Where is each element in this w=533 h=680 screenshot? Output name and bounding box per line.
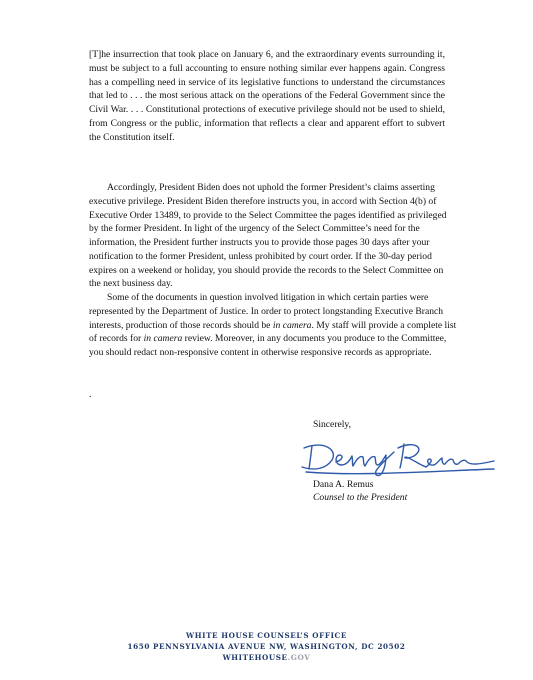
- footer-office-name: WHITE HOUSE COUNSEL’S OFFICE: [186, 631, 347, 640]
- paragraph-in-camera: [89, 291, 457, 360]
- paragraph-privilege-decision: [89, 181, 457, 291]
- quoted-passage: [T]he insurrection that took place on January 6, and the extraordinary events surrounding it, must be subject to a full accounting to ensure nothing similar ever happens again. Congress has a compelling need in service of its legislative functions to understand the circumstances that led to . . . the most serious attack on the operations of the Federal Government since the Civil War. . . . Constitutional protections of executive privilege should not be used to shield, from Congress or the public, information that reflects a clear and apparent effort to subvert the Constitution itself.: [89, 49, 445, 143]
- footer-website-main: WHITEHOUSE: [222, 653, 288, 662]
- letterhead-footer: [0, 630, 533, 663]
- footer-website: [0, 652, 533, 663]
- paragraph-text-part: Some of the documents in question involved litigation in which certain parties were represented by the Department of Justice. In order to protect longstanding Executive Branch interests, production of those records should be: [89, 292, 444, 331]
- paragraph-text-part: . My staff will provide a complete list of records for: [89, 319, 457, 345]
- signer-name: Dana A. Remus: [313, 479, 374, 490]
- footer-website-tld: .GOV: [287, 653, 311, 662]
- paragraph-text: Accordingly, President Biden does not uphold the former President’s claims asserting executive privilege. President Biden therefore instructs you, in accord with Section 4(b) of Executive Order 13489, to provide to the Select Committee the pages identified as privileged by the former President. In light of the urgency of the Select Committee’s need for the information, the President further instructs you to provide those pages 30 days after your notification to the former President, unless prohibited by court order. If the 30-day period expires on a weekend or holiday, you should provide the records to the Select Committee on the next business day.: [89, 182, 447, 290]
- handwritten-signature: [298, 434, 498, 478]
- signer-title: Counsel to the President: [313, 492, 408, 503]
- closing-salutation: Sincerely,: [313, 419, 352, 430]
- stray-period: .: [89, 389, 92, 400]
- italic-term: in camera: [143, 333, 183, 345]
- italic-term: in camera: [272, 319, 312, 331]
- footer-address: 1650 PENNSYLVANIA AVENUE NW, WASHINGTON, DC 20502: [127, 642, 406, 651]
- paragraph-text-part: review. Moreover, in any documents you produce to the Committee, you should redact non-responsive content in otherwise responsive records as appropriate.: [89, 333, 447, 358]
